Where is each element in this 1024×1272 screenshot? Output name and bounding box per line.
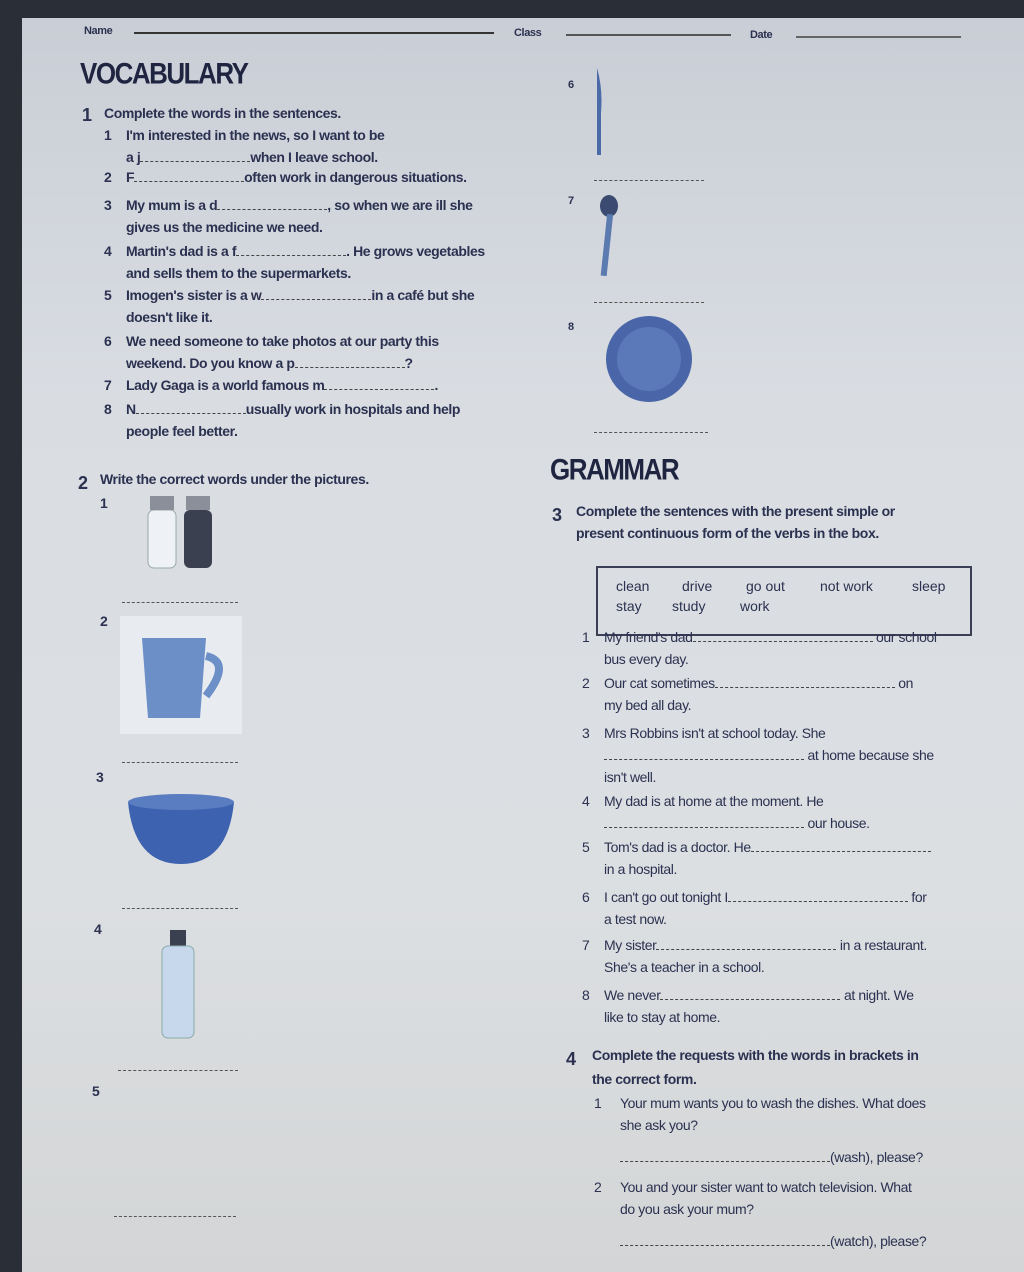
exercise-number: 2 <box>78 473 88 493</box>
sentence-text: We need someone to take photos at our party this <box>126 333 439 349</box>
item-number: 7 <box>104 377 112 393</box>
verb: clean <box>616 578 650 594</box>
sentence-text: in a café but she <box>371 287 475 303</box>
sentence-text: usually work in hospitals and help <box>245 401 461 417</box>
item-number: 4 <box>104 243 112 259</box>
sentence-text: Martin's dad is a f <box>126 243 237 259</box>
mug-icon <box>120 616 242 734</box>
picture-number: 5 <box>92 1083 100 1099</box>
exercise-3-instruction: Complete the sentences with the present simple or <box>576 503 895 519</box>
answer-blank[interactable] <box>656 935 836 950</box>
answer-line[interactable] <box>114 1216 236 1217</box>
sentence-text: she ask you? <box>620 1117 698 1133</box>
picture-number: 3 <box>96 769 104 785</box>
exercise-4-instruction: the correct form. <box>592 1071 697 1087</box>
sentence-text: (wash), please? <box>830 1149 923 1165</box>
sentence-text: You and your sister want to watch television. What <box>620 1179 912 1195</box>
sentence-text: We never <box>604 987 661 1003</box>
sentence-text: do you ask your mum? <box>620 1201 754 1217</box>
sentence-text: Tom's dad is a doctor. He <box>604 839 751 855</box>
answer-blank[interactable] <box>728 887 908 902</box>
item-number: 1 <box>582 629 590 645</box>
sentence-text: on <box>898 675 913 691</box>
verb: stay <box>616 598 642 614</box>
answer-line[interactable] <box>594 180 704 181</box>
answer-blank[interactable] <box>261 285 371 300</box>
sentence-line <box>126 194 473 216</box>
picture-number: 7 <box>568 195 574 207</box>
worksheet-page <box>22 18 1024 1272</box>
sentence-text: Mrs Robbins isn't at school today. She <box>604 725 826 741</box>
answer-blank[interactable] <box>620 1147 830 1162</box>
date-label: Date <box>750 29 773 41</box>
item-number: 3 <box>582 725 590 741</box>
sentence-text: My sister <box>604 937 657 953</box>
sentence-text: Lady Gaga is a world famous m <box>126 377 325 393</box>
class-label: Class <box>514 27 542 39</box>
sentence-text: in a hospital. <box>604 861 678 877</box>
answer-line[interactable] <box>122 908 238 909</box>
sentence-text: and sells them to the supermarkets. <box>126 265 351 281</box>
sentence-text: bus every day. <box>604 651 689 667</box>
item-number: 6 <box>104 333 112 349</box>
answer-line[interactable] <box>118 1070 238 1071</box>
sentence-text: My friend's dad <box>604 629 693 645</box>
sentence-text: doesn't like it. <box>126 309 213 325</box>
sentence-line <box>604 672 1024 694</box>
picture-number: 1 <box>100 495 108 511</box>
exercise-2-instruction: Write the correct words under the pictures. <box>100 471 369 487</box>
salt-and-pepper-icon <box>142 492 222 572</box>
date-line <box>796 36 961 38</box>
plate-icon <box>604 314 694 404</box>
sentence-line <box>126 330 439 352</box>
answer-line-row <box>620 1230 926 1252</box>
bowl-icon <box>126 792 236 868</box>
class-line <box>566 34 731 36</box>
sentence-text: Our cat sometimes <box>604 675 715 691</box>
answer-blank[interactable] <box>140 147 250 162</box>
answer-line[interactable] <box>594 302 704 303</box>
sentence-text: isn't well. <box>604 769 656 785</box>
item-number: 5 <box>104 287 112 303</box>
item-number: 1 <box>594 1095 602 1111</box>
item-number: 2 <box>594 1179 602 1195</box>
verb: sleep <box>912 578 946 594</box>
sentence-text: often work in dangerous situations. <box>244 169 467 185</box>
sentence-text: Your mum wants you to wash the dishes. What does <box>620 1095 926 1111</box>
sentence-line <box>604 812 870 834</box>
sentence-line <box>126 124 384 146</box>
sentence-line <box>126 398 460 420</box>
sentence-text: F <box>126 169 135 185</box>
item-number: 4 <box>582 793 590 809</box>
verb: not work <box>820 578 873 594</box>
answer-blank[interactable] <box>134 167 244 182</box>
sentence-text: My mum is a d <box>126 197 218 213</box>
grammar-heading: GRAMMAR <box>550 451 679 487</box>
answer-line[interactable] <box>122 602 238 603</box>
item-number: 8 <box>582 987 590 1003</box>
sentence-line <box>604 984 1024 1006</box>
bottle-icon <box>158 930 198 1040</box>
sentence-text: , so when we are ill she <box>327 197 473 213</box>
answer-blank[interactable] <box>324 375 434 390</box>
sentence-text: gives us the medicine we need. <box>126 219 323 235</box>
answer-blank[interactable] <box>620 1231 830 1246</box>
answer-blank[interactable] <box>693 627 873 642</box>
answer-blank[interactable] <box>751 837 931 852</box>
name-line <box>134 32 494 34</box>
item-number: 1 <box>104 127 112 143</box>
sentence-text: our house. <box>807 815 870 831</box>
knife-icon <box>592 68 608 158</box>
answer-blank[interactable] <box>295 353 405 368</box>
answer-blank[interactable] <box>715 673 895 688</box>
exercise-number: 1 <box>82 105 92 125</box>
sentence-text: in a restaurant. <box>839 937 927 953</box>
sentence-line <box>604 722 1024 744</box>
verb: go out <box>746 578 785 594</box>
sentence-text: My dad is at home at the moment. He <box>604 793 824 809</box>
sentence-line <box>126 352 413 374</box>
sentence-text: I can't go out tonight I <box>604 889 728 905</box>
sentence-text: ? <box>404 355 413 371</box>
sentence-text: She's a teacher in a school. <box>604 959 765 975</box>
item-number: 3 <box>104 197 112 213</box>
sentence-text: N <box>126 401 136 417</box>
verb: drive <box>682 578 713 594</box>
sentence-text: I'm interested in the news, so I want to be <box>126 127 385 143</box>
item-number: 5 <box>582 839 590 855</box>
exercise-3-instruction: present continuous form of the verbs in the box. <box>576 525 879 541</box>
picture-number: 8 <box>568 321 574 333</box>
sentence-text: . <box>434 377 438 393</box>
sentence-text: a test now. <box>604 911 667 927</box>
sentence-text: for <box>911 889 927 905</box>
answer-line[interactable] <box>122 762 238 763</box>
sentence-text: our school <box>876 629 937 645</box>
sentence-line <box>604 836 1024 858</box>
spoon-icon <box>596 194 622 278</box>
verb: work <box>740 598 770 614</box>
item-number: 7 <box>582 937 590 953</box>
answer-blank[interactable] <box>217 195 327 210</box>
vocabulary-heading: VOCABULARY <box>80 55 248 91</box>
sentence-line <box>604 744 934 766</box>
answer-blank[interactable] <box>236 241 346 256</box>
sentence-line <box>126 166 467 188</box>
sentence-text: my bed all day. <box>604 697 692 713</box>
picture-number: 2 <box>100 613 108 629</box>
item-number: 6 <box>582 889 590 905</box>
picture-number: 4 <box>94 921 102 937</box>
answer-blank[interactable] <box>604 813 804 828</box>
sentence-text: a j <box>126 149 141 165</box>
answer-blank[interactable] <box>604 745 804 760</box>
sentence-text: at night. We <box>843 987 914 1003</box>
sentence-text: people feel better. <box>126 423 238 439</box>
name-label: Name <box>84 25 113 37</box>
sentence-line <box>604 626 1024 648</box>
sentence-line <box>604 886 1024 908</box>
sentence-line <box>604 790 1024 812</box>
verb: study <box>672 598 706 614</box>
answer-line-row <box>620 1146 923 1168</box>
item-number: 2 <box>104 169 112 185</box>
sentence-line <box>126 374 438 396</box>
sentence-text: . He grows vegetables <box>346 243 485 259</box>
sentence-text: weekend. Do you know a p <box>126 355 295 371</box>
sentence-text: (watch), please? <box>830 1233 927 1249</box>
item-number: 2 <box>582 675 590 691</box>
sentence-text: at home because she <box>807 747 934 763</box>
answer-blank[interactable] <box>660 985 840 1000</box>
sentence-line <box>126 284 474 306</box>
sentence-text: when I leave school. <box>250 149 378 165</box>
exercise-number: 3 <box>552 505 562 525</box>
picture-number: 6 <box>568 79 574 91</box>
item-number: 8 <box>104 401 112 417</box>
answer-blank[interactable] <box>136 399 246 414</box>
sentence-text: like to stay at home. <box>604 1009 721 1025</box>
sentence-line <box>126 240 485 262</box>
sentence-line <box>604 934 1024 956</box>
sentence-text: Imogen's sister is a w <box>126 287 262 303</box>
exercise-1-instruction: Complete the words in the sentences. <box>104 105 341 121</box>
answer-line[interactable] <box>594 432 708 433</box>
exercise-number: 4 <box>566 1049 576 1069</box>
exercise-4-instruction: Complete the requests with the words in brackets in <box>592 1047 919 1063</box>
sentence-line <box>126 146 378 168</box>
